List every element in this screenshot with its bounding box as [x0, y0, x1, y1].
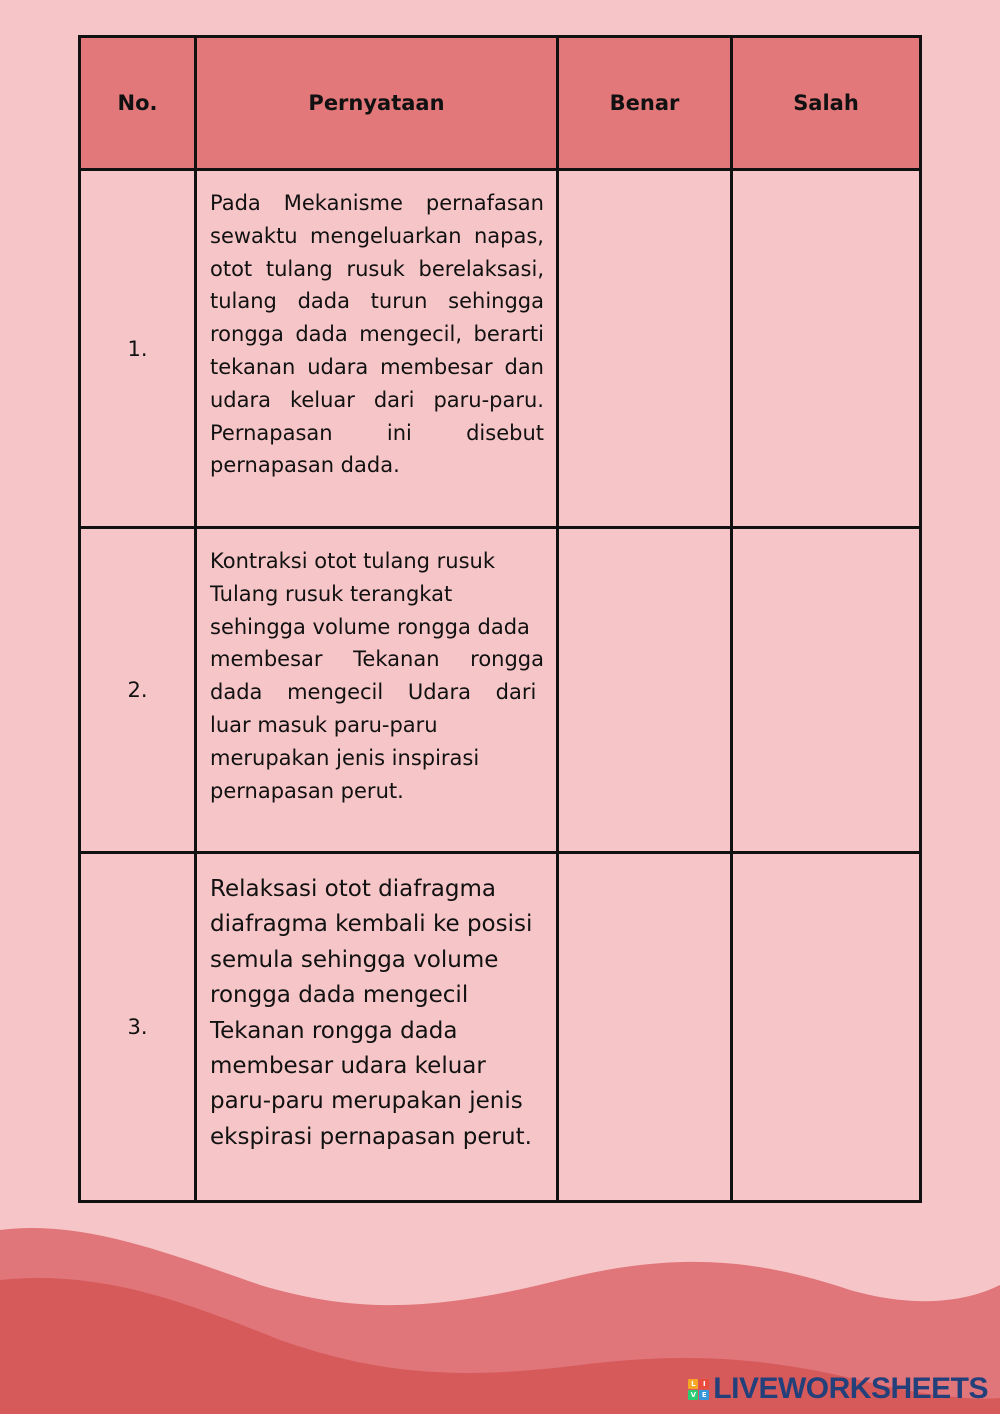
statement-line — [210, 285, 544, 318]
statement-line: Kontraksi otot tulang rusuk — [210, 549, 495, 573]
statement-line: rongga dada mengecil — [210, 982, 469, 1009]
word: dari — [373, 387, 415, 412]
word: otot — [210, 256, 253, 281]
word: mengecil, — [359, 322, 463, 347]
word: berelaksasi, — [418, 256, 544, 281]
word: paru-paru. — [433, 387, 544, 412]
statement-table — [78, 35, 922, 1203]
statement-line — [210, 253, 544, 286]
statement-line: paru-paru merupakan jenis — [210, 1088, 523, 1115]
word: sehingga — [448, 289, 544, 314]
statement-line — [210, 384, 544, 417]
word: tulang — [210, 289, 277, 314]
answer-false-cell[interactable] — [732, 170, 921, 528]
word: Pada — [210, 191, 261, 215]
word: rusuk — [346, 256, 405, 281]
answer-false-cell[interactable] — [732, 853, 921, 1202]
header-true: Benar — [558, 37, 732, 170]
word: berarti — [473, 322, 544, 347]
word: disebut — [466, 420, 544, 445]
statement-line: sehingga volume rongga dada — [210, 614, 530, 639]
word: membesar — [380, 354, 493, 379]
liveworksheets-logo[interactable] — [688, 1372, 988, 1406]
word: udara — [307, 354, 369, 379]
statement-line — [210, 351, 544, 384]
brand-mark-letter: I — [699, 1379, 709, 1389]
word: Pernapasan — [210, 420, 333, 445]
word: mengeluarkan — [310, 223, 462, 248]
word: keluar — [289, 387, 355, 412]
answer-false-cell[interactable] — [732, 528, 921, 853]
table-row — [80, 853, 921, 1202]
header-false: Salah — [732, 37, 921, 170]
word: rongga — [470, 647, 544, 672]
word: Tekanan — [353, 647, 440, 672]
table-header-row — [80, 37, 921, 170]
word: pernafasan — [425, 191, 544, 215]
answer-true-cell[interactable] — [558, 170, 732, 528]
statement-line — [210, 318, 544, 351]
brand-mark-letter: L — [688, 1379, 698, 1389]
word: dada — [295, 322, 348, 347]
statement-line: dada mengecil Udara dari — [210, 680, 537, 705]
brand-name: LIVEWORKSHEETS — [713, 1372, 988, 1405]
word: dada — [297, 289, 350, 314]
word: turun — [370, 289, 428, 314]
statement-line: diafragma kembali ke posisi — [210, 911, 533, 938]
statement-line — [210, 417, 544, 450]
statement-line: merupakan jenis inspirasi — [210, 745, 480, 770]
statement-line: semula sehingga volume — [210, 946, 499, 973]
word: sewaktu — [210, 223, 298, 248]
statement-line — [210, 643, 544, 676]
answer-true-cell[interactable] — [558, 528, 732, 853]
word: Mekanisme — [283, 191, 403, 215]
statement-text — [196, 170, 558, 528]
table-row — [80, 528, 921, 853]
word: napas, — [473, 223, 544, 248]
word: dan — [504, 354, 544, 379]
answer-true-cell[interactable] — [558, 853, 732, 1202]
brand-mark-letter: E — [699, 1390, 709, 1400]
word: udara — [210, 387, 272, 412]
header-statement: Pernyataan — [196, 37, 558, 170]
statement-line: ekspirasi pernapasan perut. — [210, 1123, 532, 1150]
word: rongga — [210, 322, 284, 347]
statement-text — [196, 528, 558, 853]
brand-mark-icon — [688, 1379, 709, 1400]
statement-line: Tulang rusuk terangkat — [210, 581, 453, 606]
statement-line: membesar udara keluar — [210, 1053, 486, 1080]
table-row — [80, 170, 921, 528]
row-number: 2. — [80, 528, 196, 853]
brand-mark-letter: V — [688, 1390, 698, 1400]
row-number: 1. — [80, 170, 196, 528]
row-number: 3. — [80, 853, 196, 1202]
statement-line: pernapasan dada. — [210, 453, 400, 478]
word: membesar — [210, 647, 323, 672]
statement-line — [210, 187, 544, 220]
statement-text — [196, 853, 558, 1202]
statement-line: Tekanan rongga dada — [210, 1017, 458, 1044]
statement-line: Relaksasi otot diafragma — [210, 876, 496, 902]
word: ini — [386, 420, 412, 445]
statement-line: luar masuk paru-paru — [210, 712, 438, 737]
word: tulang — [265, 256, 333, 281]
header-no: No. — [80, 37, 196, 170]
word: tekanan — [210, 354, 296, 379]
statement-line — [210, 220, 544, 253]
statement-line: pernapasan perut. — [210, 778, 404, 803]
